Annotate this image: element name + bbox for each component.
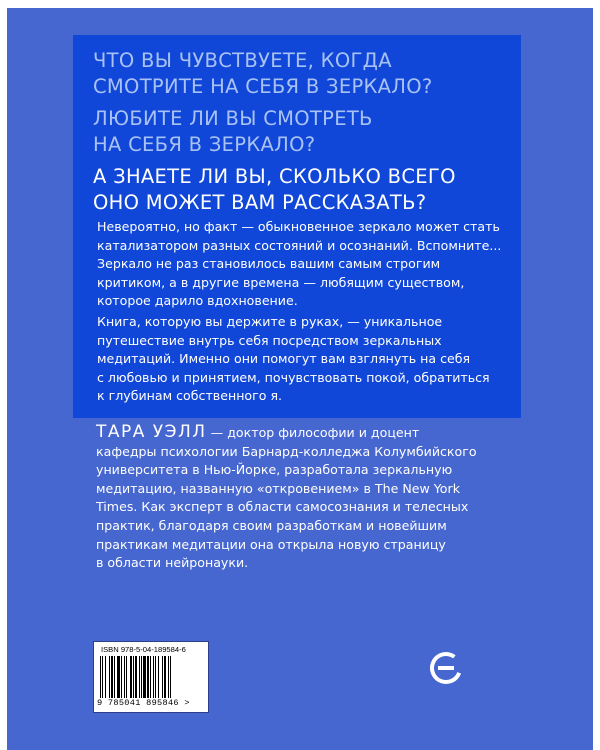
isbn-label: ISBN 978-5-04-189584-6 [101,645,186,654]
publisher-logo-icon [429,651,463,685]
description-paragraph-2: Книга, которую вы держите в руках, — уникальное путешествие внутрь себя посредством зеркальных медитаций. Именно они помогут вам взглянуть на себя с любовью и принятием, почувствовать покой, обратиться к глубинам собственного я. [97,314,490,404]
isbn-barcode [93,641,209,713]
description-paragraph-1: Невероятно, но факт — обыкновенное зеркало может стать катализатором разных состояний и осознаний. Вспомните... Зеркало не раз становилось вашим самым строгим критиком, а в другие времена — любящим существом, которое дарило вдохновение. [97,219,502,309]
barcode-number: 9 785041 895846 > [97,698,190,708]
author-bio [96,423,477,573]
author-name: ТАРА УЭЛЛ [96,422,207,442]
barcode-bars [100,656,202,698]
question-1: ЧТО ВЫ ЧУВСТВУЕТЕ, КОГДА СМОТРИТЕ НА СЕБЯ В ЗЕРКАЛО? [93,49,433,98]
author-bio-text: — доктор философии и доцент кафедры психологии Барнард-колледжа Колумбийского университета в Нью-Йорке, разработала зеркальную медитацию, названную «откровением» в The New York Times. Как эксперт в области самосознания и телесных практик, благодаря своим разработкам и новейшим практикам медитации она открыла новую страницу в области нейронауки. [96,425,477,571]
question-2: ЛЮБИТЕ ЛИ ВЫ СМОТРЕТЬ НА СЕБЯ В ЗЕРКАЛО? [93,107,373,156]
question-3: А ЗНАЕТЕ ЛИ ВЫ, СКОЛЬКО ВСЕГО ОНО МОЖЕТ ВАМ РАССКАЗАТЬ? [93,165,456,214]
